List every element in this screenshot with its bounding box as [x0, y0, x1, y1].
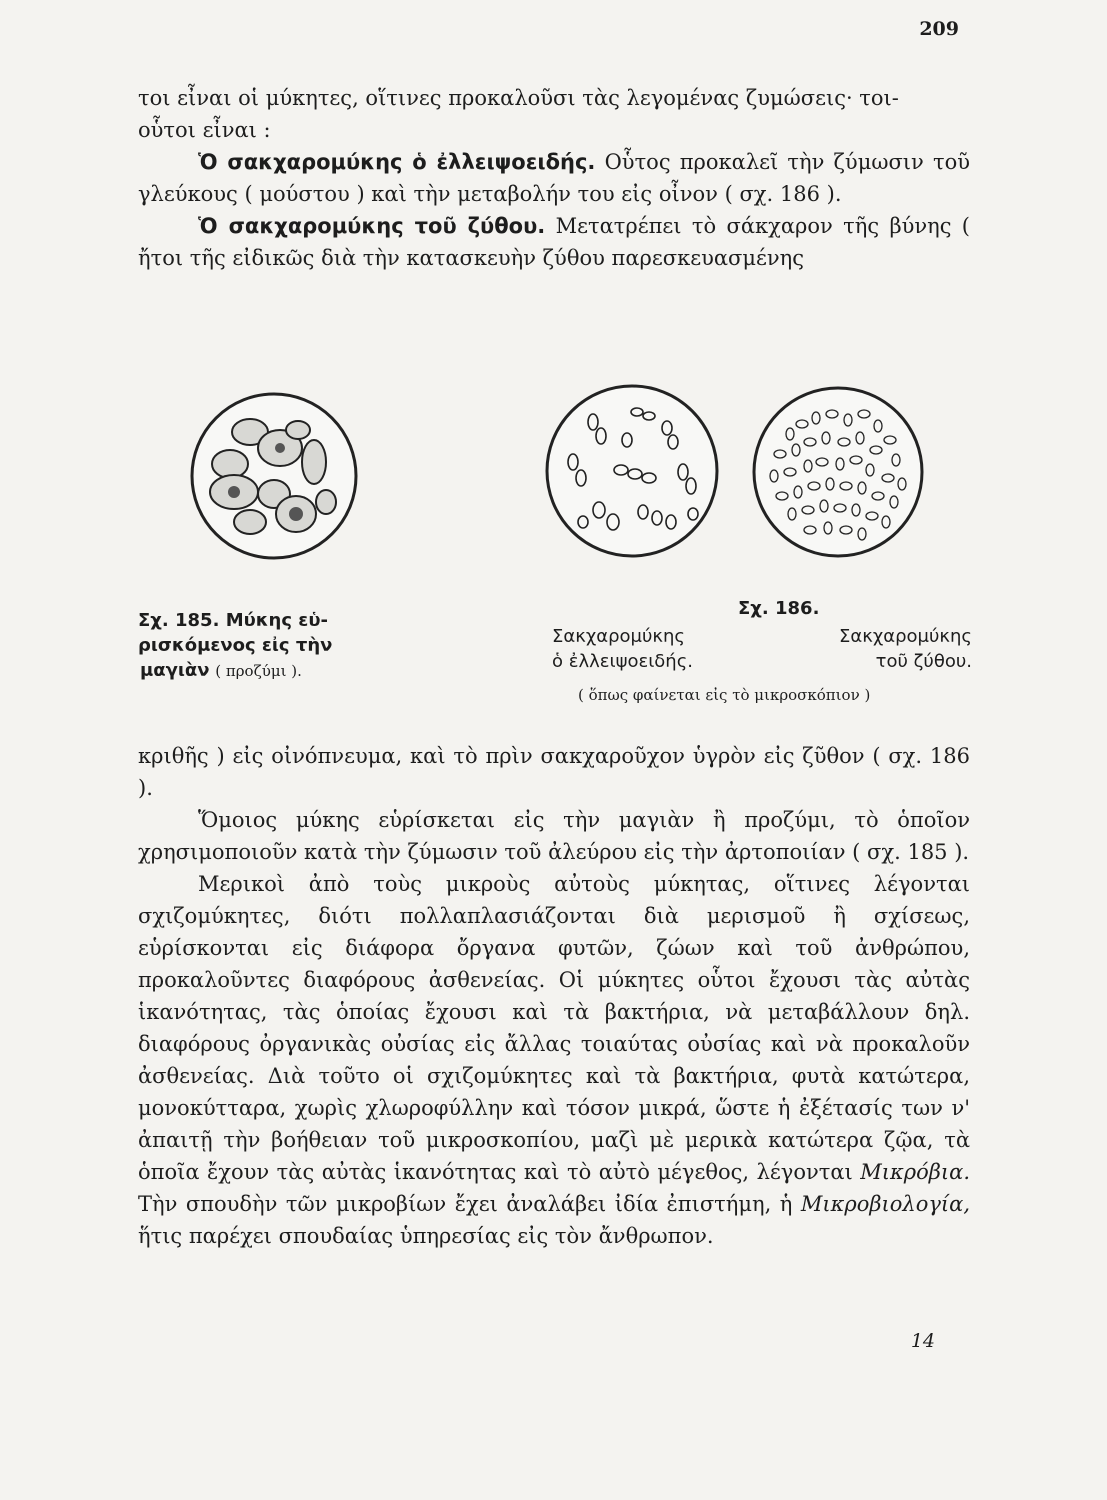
paragraph: Μερικοὶ ἀπὸ τοὺς μικροὺς αὐτοὺς μύκητας, οἵτινες λέγονται σχιζομύκητες, διότι πολλαπλασιάζονται διὰ μερισμοῦ ἢ σχίσεως, εὑρίσκονται εἰς διάφορα ὄργανα φυτῶν, ζώων καὶ τοῦ ἀνθρώπου, προκαλοῦντες διαφόρους ἀσθενείας. Οἱ μύκητες οὗτοι ἔχουσι τὰς αὐτὰς ἱκανότητας, τὰς ὁποίας ἔχουσι καὶ τὰ βακτήρια, νὰ μεταβάλλουν δηλ. διαφόρους ὀργανικὰς οὐσίας εἰς ἄλλας τοιαύτας οὐσίας καὶ νὰ προκαλοῦν ἀσθενείας. Διὰ τοῦτο οἱ σχιζομύκητες καὶ τὰ βακτήρια, φυτὰ κατώτερα, μονοκύτταρα, χωρὶς χλωροφύλλην καὶ τόσον μικρά, ὥστε ἡ ἐξέτασίς των ν' ἀπαιτῇ τὴν βοήθειαν τοῦ μικροσκοπίου, μαζὶ μὲ μερικὰ κατώτερα ζῷα, τὰ ὁποῖα ἔχουν τὰς αὐτὰς ἱκανότητας καὶ τὸ αὐτὸ μέγεθος, λέγονται Μικρόβια. Τὴν σπουδὴν τῶν μικροβίων ἔχει ἀναλάβει ἰδία ἐπιστήμη, ἡ Μικροβιολογία, ἥτις παρέχει σπουδαίας ὑπηρεσίας εἰς τὸν ἄνθρωπον.: [138, 872, 970, 1248]
bottom-text: [138, 740, 970, 1252]
caption-line: Σακχαρομύκης: [552, 626, 685, 647]
paragraph: κριθῆς ) εἰς οἰνόπνευμα, καὶ τὸ πρὶν σακχαροῦχον ὑγρὸν εἰς ζῦθον ( σχ. 186 ).: [138, 744, 970, 800]
fig-186-ellipsoid-yeast-illustration: [543, 382, 721, 560]
figures: [138, 380, 970, 720]
text-line: οὗτοι εἶναι :: [138, 118, 271, 142]
signature-number: 14: [910, 1330, 935, 1352]
caption-line: ρισκόμενος εἰς τὴν: [138, 635, 333, 656]
page-number: 209: [919, 18, 959, 40]
term-heading: Ὁ σακχαρομύκης τοῦ ζύθου.: [198, 214, 546, 238]
fig-186-beer-yeast-illustration: [750, 384, 926, 560]
caption-line: Σακχαρομύκης: [839, 626, 972, 647]
fig-186-right-caption: [802, 624, 972, 674]
fig-185-yeast-illustration: [188, 390, 360, 562]
caption-paren: ( προζύμι ).: [215, 662, 302, 680]
caption-word: μαγιὰν: [140, 660, 210, 681]
paragraph: [138, 146, 970, 210]
text-line: τοι εἶναι οἱ μύκητες, οἵτινες προκαλοῦσι τὰς λεγομένας ζυμώσεις· τοι-: [138, 86, 899, 110]
paragraph-text: Οὗτος προκαλεῖ τὴν ζύμωσιν τοῦ γλεύκους ( μούστου ) καὶ τὴν μεταβολήν του εἰς οἶνον ( σχ. 186 ).: [138, 150, 970, 206]
caption-line: Σχ. 185. Μύκης εὑ-: [138, 610, 328, 631]
fig-186-title: Σχ. 186.: [738, 598, 820, 619]
term-heading: Ὁ σακχαρομύκης ὁ ἐλλειψοειδής.: [198, 150, 596, 174]
caption-line: ὁ ἐλλειψοειδής.: [552, 651, 694, 672]
top-text: [138, 82, 970, 274]
fig-185-caption: [138, 608, 378, 684]
emphasis: Μικροβιολογία,: [800, 1192, 970, 1216]
paragraph-text: Μετατρέπει τὸ σάκχαρον τῆς βύνης ( ἤτοι τῆς εἰδικῶς διὰ τὴν κατασκευὴν ζύθου παρεσκευασμένης: [138, 214, 970, 270]
emphasis: Μικρόβια.: [860, 1160, 970, 1184]
caption-line: τοῦ ζύθου.: [875, 651, 972, 672]
paragraph: [138, 210, 970, 274]
paragraph: Ὅμοιος μύκης εὑρίσκεται εἰς τὴν μαγιὰν ἢ προζύμι, τὸ ὁποῖον χρησιμοποιοῦν κατὰ τὴν ζύμωσιν τοῦ ἀλεύρου εἰς τὴν ἀρτοποιίαν ( σχ. 185 ).: [138, 808, 970, 864]
fig-186-note: ( ὅπως φαίνεται εἰς τὸ μικροσκόπιον ): [578, 686, 871, 704]
fig-186-left-caption: [552, 624, 693, 674]
